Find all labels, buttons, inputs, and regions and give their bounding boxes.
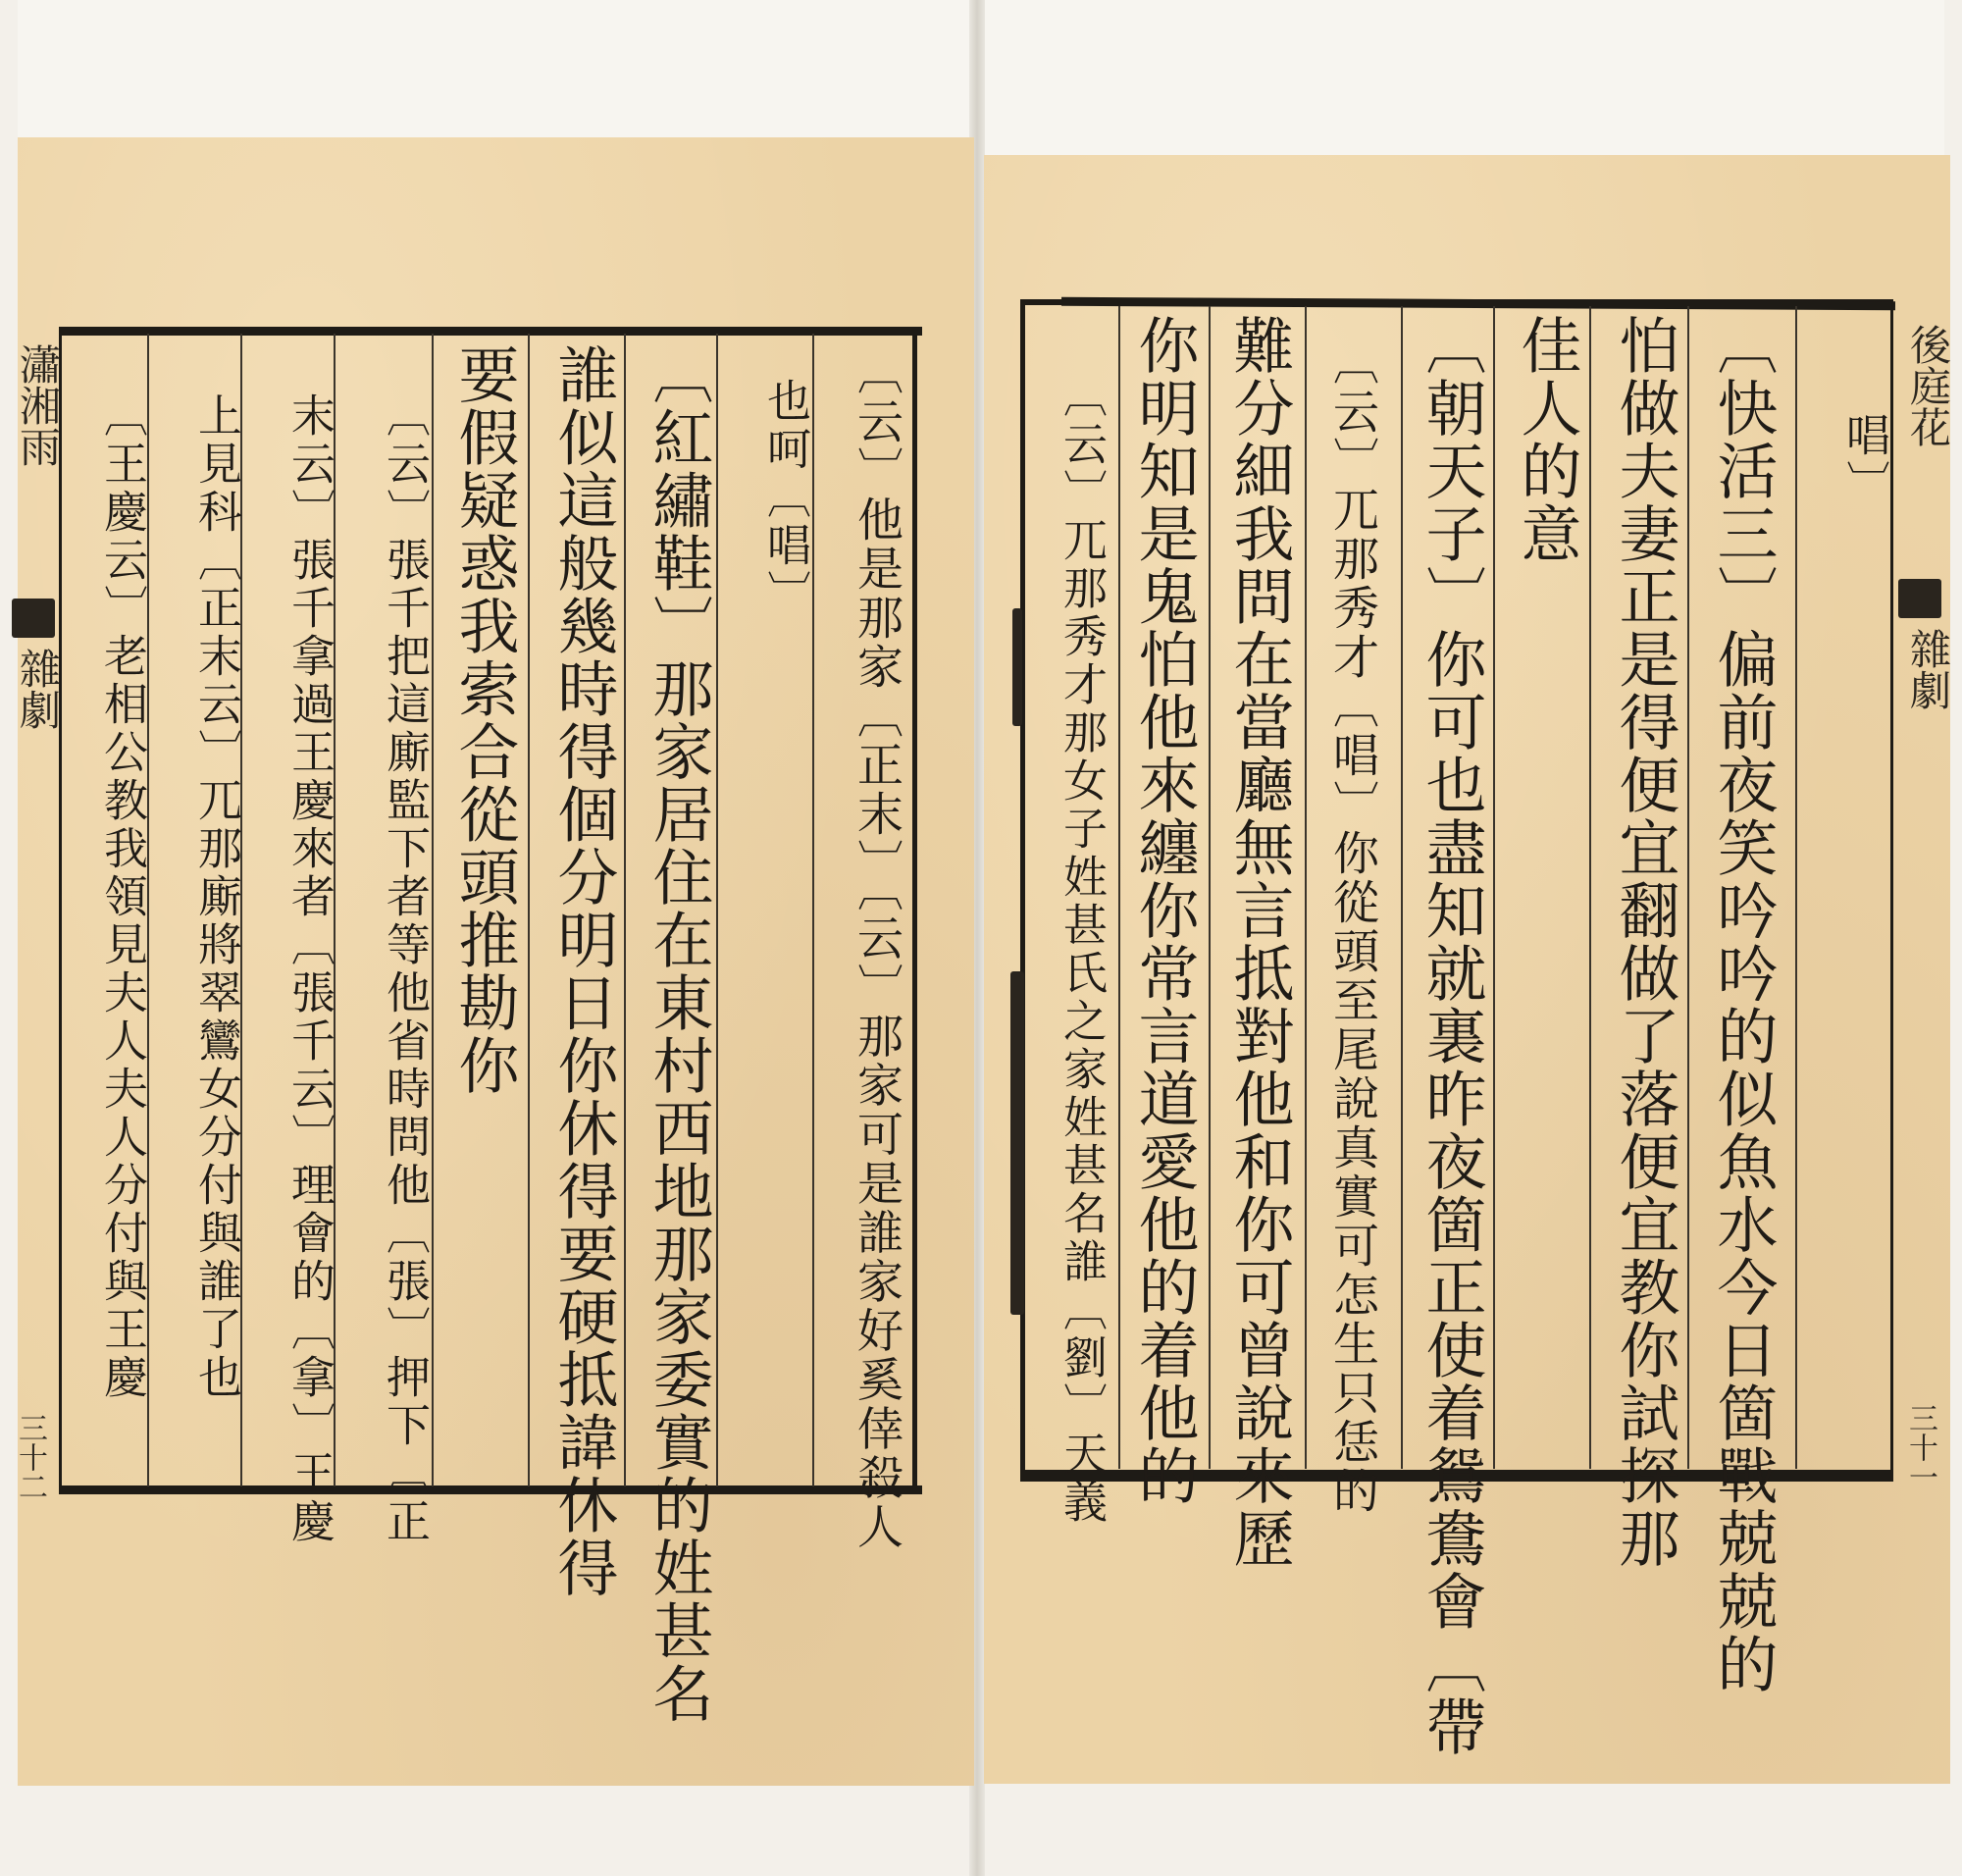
- left-col-rule: [624, 334, 626, 1486]
- right-border-blot: [1012, 608, 1022, 726]
- text-column: 佳人的意: [1511, 314, 1582, 565]
- text-column: 〔云〕張千把這廝監下者等他省時問他〔張〕押下〔正: [379, 392, 431, 1546]
- right-col-rule: [1305, 306, 1307, 1469]
- right-margin-act: 雜劇: [1904, 628, 1952, 710]
- text-column: 〔紅繡鞋〕那家居住在東村西地那家委實的姓甚名: [643, 343, 714, 1725]
- left-margin-title: 瀟湘雨: [14, 343, 62, 467]
- left-endpaper: [18, 0, 979, 137]
- text-column: 〔云〕他是那家〔正末〕〔云〕那家可是誰家好奚倖殺人: [850, 348, 904, 1552]
- right-col-rule: [1209, 306, 1211, 1469]
- text-column: 〔快活三〕偏前夜笑吟吟的似魚水今日箇戰兢兢的: [1707, 314, 1779, 1695]
- text-column: 你明知是鬼怕他來纏你常言道愛他的着他的: [1128, 314, 1200, 1507]
- left-col-rule: [528, 334, 530, 1486]
- text-column: 〔云〕兀那秀才那女子姓甚氏之家姓甚名誰〔劉〕天義: [1056, 373, 1108, 1527]
- left-col-rule: [432, 334, 434, 1486]
- right-margin-page: 三十一: [1903, 1403, 1937, 1491]
- text-column: 〔王慶云〕老相公教我領見夫人夫人分付與王慶: [96, 392, 148, 1402]
- left-col-rule: [716, 334, 718, 1486]
- text-column: 唱〕: [1838, 412, 1890, 508]
- text-column: 〔云〕兀那秀才〔唱〕你從頭至尾說真實可怎生只恁的: [1325, 339, 1379, 1516]
- text-column: 〔朝天子〕你可也盡知就裏昨夜箇正使着鴛鴦會〔帶: [1416, 314, 1487, 1758]
- text-column: 也呵〔唱〕: [759, 378, 811, 618]
- right-col-rule: [1687, 306, 1689, 1469]
- right-col-rule: [1401, 306, 1403, 1469]
- right-margin-fishtail: [1898, 579, 1941, 618]
- left-margin-act: 雜劇: [14, 648, 62, 730]
- right-col-rule: [1589, 306, 1591, 1469]
- right-margin-title: 後庭花: [1904, 324, 1952, 447]
- left-col-rule: [812, 334, 814, 1486]
- left-margin-fishtail: [12, 599, 55, 638]
- right-border-blot: [1010, 971, 1024, 1315]
- right-col-rule: [1493, 306, 1495, 1469]
- text-column: 上見科〔正末云〕兀那廝將翠鸞女分付與誰了也: [190, 392, 242, 1402]
- text-column: 誰似這般幾時得個分明日你休得要硬抵諱休得: [547, 343, 619, 1599]
- text-column: 怕做夫妻正是得便宜翻做了落便宜教你試探那: [1609, 314, 1680, 1570]
- text-column: 要假疑惑我索合從頭推勘你: [448, 343, 520, 1097]
- text-column: 難分細我問在當廳無言抵對他和你可曾說來歷: [1223, 314, 1295, 1570]
- left-bottom-rule: [59, 1485, 922, 1494]
- left-margin-page: 三十二: [13, 1413, 47, 1501]
- right-endpaper: [983, 0, 1944, 157]
- right-col-rule: [1118, 306, 1120, 1469]
- text-column: 末云〕張千拿過王慶來者〔張千云〕理會的〔拿〕王慶: [284, 392, 336, 1546]
- left-top-rule: [59, 327, 922, 336]
- right-col-rule: [1795, 306, 1797, 1469]
